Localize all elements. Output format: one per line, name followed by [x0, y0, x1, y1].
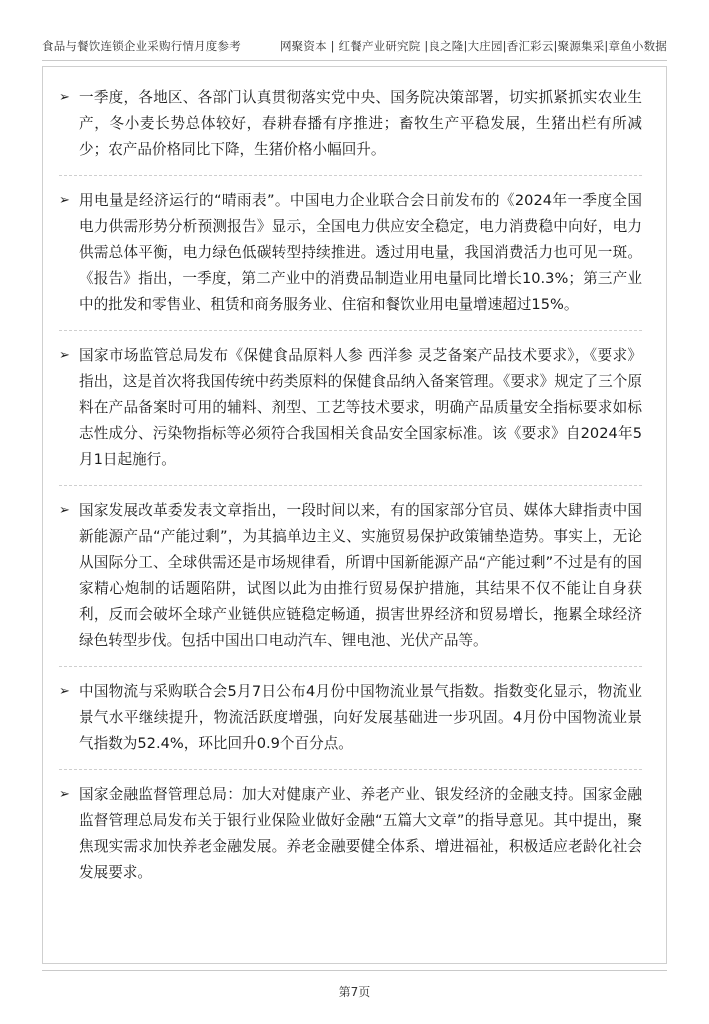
- arrow-bullet-icon: ➢: [59, 684, 70, 699]
- item-text: 一季度，各地区、各部门认真贯彻落实党中央、国务院决策部署，切实抓紧抓实农业生产，冬小麦长势总体较好，春耕春播有序推进；畜牧生产平稳发展，生猪出栏有所减少；农产品价格同比下降，生猪价格小幅回升。: [79, 89, 642, 158]
- item-text: 用电量是经济运行的“晴雨表”。中国电力企业联合会日前发布的《2024年一季度全国电力供需形势分析预测报告》显示，全国电力供应安全稳定，电力消费稳中向好，电力供需总体平衡，电力绿色低碳转型持续推进。透过用电量，我国消费活力也可见一斑。《报告》指出，一季度，第二产业中的消费品制造业用电量同比增长10.3%；第三产业中的批发和零售业、租赁和商务服务业、住宿和餐饮业用电量增速超过15%。: [79, 192, 642, 313]
- list-item: [59, 498, 642, 667]
- arrow-bullet-icon: ➢: [59, 90, 70, 105]
- header-divider: [42, 60, 667, 61]
- list-item: [59, 85, 642, 176]
- page-header: [42, 38, 667, 54]
- arrow-bullet-icon: ➢: [59, 193, 70, 208]
- content-frame: [42, 66, 667, 964]
- list-item: [59, 679, 642, 770]
- list-item: [59, 188, 642, 331]
- item-text: 国家金融监督管理总局：加大对健康产业、养老产业、银发经济的金融支持。国家金融监督管理总局发布关于银行业保险业做好金融“五篇大文章”的指导意见。其中提出，聚焦现实需求加快养老金融发展。养老金融要健全体系、增进福祉，积极适应老龄化社会发展要求。: [79, 786, 642, 881]
- item-text: 中国物流与采购联合会5月7日公布4月份中国物流业景气指数。指数变化显示，物流业景气水平继续提升，物流活跃度增强，向好发展基础进一步巩固。4月份中国物流业景气指数为52.4%，环比回升0.9个百分点。: [79, 683, 642, 752]
- item-text: 国家市场监管总局发布《保健食品原料人参 西洋参 灵芝备案产品技术要求》，《要求》指出，这是首次将我国传统中药类原料的保健食品纳入备案管理。《要求》规定了三个原料在产品备案时可用的辅料、剂型、工艺等技术要求，明确产品质量安全指标要求如标志性成分、污染物指标等必须符合我国相关食品安全国家标准。该《要求》自2024年5月1日起施行。: [79, 347, 642, 468]
- arrow-bullet-icon: ➢: [59, 503, 70, 518]
- item-text: 国家发展改革委发表文章指出，一段时间以来，有的国家部分官员、媒体大肆指责中国新能源产品“产能过剩”，为其搞单边主义、实施贸易保护政策铺垫造势。事实上，无论从国际分工、全球供需还是市场规律看，所谓中国新能源产品“产能过剩”不过是有的国家精心炮制的话题陷阱，试图以此为由推行贸易保护措施，其结果不仅不能让自身获利，反而会破坏全球产业链供应链稳定畅通，损害世界经济和贸易增长，拖累全球经济绿色转型步伐。包括中国出口电动汽车、锂电池、光伏产品等。: [79, 502, 642, 649]
- arrow-bullet-icon: ➢: [59, 787, 70, 802]
- list-item: [59, 782, 642, 898]
- page-number: 第7页: [338, 985, 371, 999]
- header-title: 食品与餐饮连锁企业采购行情月度参考: [42, 39, 241, 53]
- header-sources: 网聚资本 | 红餐产业研究院 |良之隆|大庄园|香汇彩云|聚源集采|章鱼小数据: [279, 39, 667, 53]
- list-item: [59, 343, 642, 486]
- arrow-bullet-icon: ➢: [59, 348, 70, 363]
- footer-divider: [42, 970, 667, 971]
